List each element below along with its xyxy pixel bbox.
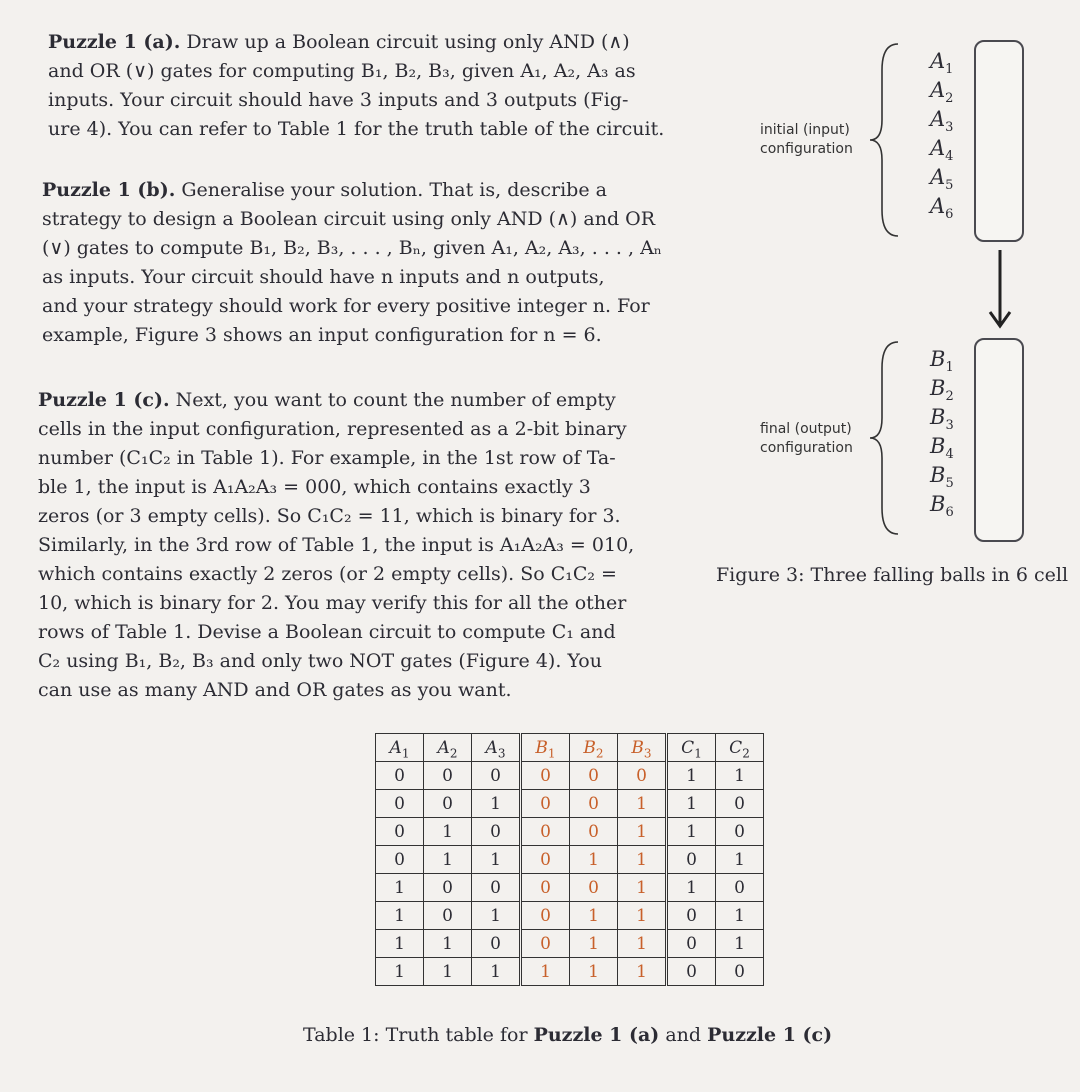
table-cell: 1 — [618, 902, 667, 930]
puzzle-b-line: as inputs. Your circuit should have n inputs and n outputs, — [42, 266, 605, 288]
puzzle-a-line: and OR (∨) gates for computing B₁, B₂, B₃, given A₁, A₂, A₃ as — [48, 60, 636, 82]
puzzle-c-line: Similarly, in the 3rd row of Table 1, the input is A₁A₂A₃ = 010, — [38, 534, 635, 556]
table-header-cell: $A_3$ — [472, 734, 521, 762]
output-var: $B_1$ — [930, 347, 954, 376]
table-cell: 1 — [424, 818, 472, 846]
table-cell: 0 — [618, 762, 667, 790]
puzzle-a-paragraph — [48, 28, 680, 144]
table-header-cell: $A_2$ — [424, 734, 472, 762]
table-caption-ref-a: Puzzle 1 (a) — [533, 1024, 660, 1046]
table-cell: 0 — [667, 902, 716, 930]
table-cell: 1 — [618, 846, 667, 874]
table-cell: 0 — [376, 790, 424, 818]
table-cell: 1 — [521, 958, 570, 986]
table-cell: 0 — [570, 818, 618, 846]
table-cell: 0 — [716, 958, 764, 986]
puzzle-b-line: Generalise your solution. That is, describe a — [181, 179, 607, 201]
table-cell: 1 — [570, 958, 618, 986]
table-cell: 0 — [521, 874, 570, 902]
puzzle-b-line: strategy to design a Boolean circuit using only AND (∧) and OR — [42, 208, 656, 230]
input-var: $A_3$ — [930, 107, 954, 136]
table-cell: 1 — [472, 790, 521, 818]
initial-label-line: configuration — [760, 141, 853, 157]
table-cell: 1 — [618, 958, 667, 986]
puzzle-b-line: example, Figure 3 shows an input configuration for n = 6. — [42, 324, 602, 346]
table-cell: 1 — [424, 930, 472, 958]
puzzle-c-line: Next, you want to count the number of empty — [175, 389, 616, 411]
down-arrow — [988, 250, 1012, 330]
table-cell: 0 — [570, 790, 618, 818]
table-cell: 1 — [618, 930, 667, 958]
input-var: $A_1$ — [930, 49, 954, 78]
table-row — [376, 790, 764, 818]
puzzle-c-line: ble 1, the input is A₁A₂A₃ = 000, which contains exactly 3 — [38, 476, 591, 498]
table-cell: 0 — [472, 818, 521, 846]
table-cell: 1 — [716, 762, 764, 790]
table-cell: 0 — [472, 930, 521, 958]
table-cell: 0 — [521, 846, 570, 874]
final-config-label — [760, 420, 853, 458]
table-cell: 0 — [472, 762, 521, 790]
initial-label-line: initial (input) — [760, 122, 850, 138]
input-var: $A_5$ — [930, 165, 954, 194]
output-tube — [974, 338, 1024, 542]
puzzle-b-heading: Puzzle 1 (b). — [42, 179, 176, 201]
table-row — [376, 762, 764, 790]
table-cell: 0 — [521, 818, 570, 846]
table-row — [376, 846, 764, 874]
table-caption-ref-c: Puzzle 1 (c) — [707, 1024, 833, 1046]
table-cell: 1 — [472, 846, 521, 874]
table-cell: 0 — [424, 874, 472, 902]
puzzle-b-paragraph — [42, 176, 674, 350]
initial-brace — [868, 40, 908, 240]
puzzle-a-line: ure 4). You can refer to Table 1 for the truth table of the circuit. — [48, 118, 665, 140]
table-cell: 0 — [716, 874, 764, 902]
output-var: $B_4$ — [930, 434, 954, 463]
table-row — [376, 930, 764, 958]
final-label-line: final (output) — [760, 421, 852, 437]
table-cell: 0 — [716, 818, 764, 846]
input-var: $A_4$ — [930, 136, 954, 165]
puzzle-b-line: (∨) gates to compute B₁, B₂, B₃, . . . , Bₙ, given A₁, A₂, A₃, . . . , Aₙ — [42, 237, 663, 259]
table-cell: 0 — [376, 762, 424, 790]
final-brace — [868, 338, 908, 538]
final-label-line: configuration — [760, 440, 853, 456]
table-row — [376, 874, 764, 902]
table-cell: 1 — [424, 958, 472, 986]
input-var: $A_2$ — [930, 78, 954, 107]
table-cell: 1 — [376, 874, 424, 902]
figure-caption: Figure 3: Three falling balls in 6 cell — [716, 564, 1069, 586]
table-cell: 1 — [472, 902, 521, 930]
puzzle-c-line: rows of Table 1. Devise a Boolean circuit to compute C₁ and — [38, 621, 616, 643]
table-cell: 0 — [570, 762, 618, 790]
table-cell: 1 — [570, 902, 618, 930]
table-cell: 1 — [618, 818, 667, 846]
table-cell: 1 — [376, 930, 424, 958]
table-cell: 0 — [521, 762, 570, 790]
table-row — [376, 958, 764, 986]
puzzle-a-heading: Puzzle 1 (a). — [48, 31, 181, 53]
table-cell: 1 — [716, 902, 764, 930]
table-caption-prefix: Table 1: Truth table for — [303, 1024, 534, 1046]
table-header-cell: $B_2$ — [570, 734, 618, 762]
table-header-cell: $C_2$ — [716, 734, 764, 762]
table-cell: 1 — [376, 958, 424, 986]
table-cell: 1 — [570, 846, 618, 874]
table-cell: 0 — [424, 790, 472, 818]
puzzle-c-line: cells in the input configuration, represented as a 2-bit binary — [38, 418, 627, 440]
initial-config-label — [760, 121, 853, 159]
table-cell: 1 — [570, 930, 618, 958]
puzzle-a-line: Draw up a Boolean circuit using only AND (∧) — [186, 31, 630, 53]
puzzle-c-heading: Puzzle 1 (c). — [38, 389, 170, 411]
output-var: $B_5$ — [930, 463, 954, 492]
table-header-cell: $B_1$ — [521, 734, 570, 762]
table-cell: 0 — [521, 930, 570, 958]
puzzle-c-paragraph — [38, 386, 678, 705]
table-cell: 1 — [618, 874, 667, 902]
table-cell: 0 — [424, 902, 472, 930]
table-cell: 0 — [667, 930, 716, 958]
table-cell: 0 — [521, 790, 570, 818]
output-var: $B_3$ — [930, 405, 954, 434]
puzzle-c-line: zeros (or 3 empty cells). So C₁C₂ = 11, which is binary for 3. — [38, 505, 621, 527]
table-header-cell: $B_3$ — [618, 734, 667, 762]
table-cell: 0 — [472, 874, 521, 902]
table-cell: 0 — [667, 846, 716, 874]
table-cell: 0 — [521, 902, 570, 930]
table-cell: 1 — [424, 846, 472, 874]
table-caption — [303, 1022, 832, 1048]
table-cell: 1 — [376, 902, 424, 930]
puzzle-b-line: and your strategy should work for every positive integer n. For — [42, 295, 650, 317]
table-row — [376, 902, 764, 930]
table-cell: 1 — [618, 790, 667, 818]
table-caption-mid: and — [659, 1024, 708, 1046]
output-var: $B_6$ — [930, 492, 954, 521]
table-cell: 0 — [376, 846, 424, 874]
table-cell: 0 — [376, 818, 424, 846]
table-cell: 0 — [570, 874, 618, 902]
table-cell: 1 — [667, 790, 716, 818]
table-cell: 0 — [716, 790, 764, 818]
puzzle-c-line: which contains exactly 2 zeros (or 2 empty cells). So C₁C₂ = — [38, 563, 617, 585]
table-cell: 1 — [667, 874, 716, 902]
table-cell: 0 — [667, 958, 716, 986]
table-row — [376, 818, 764, 846]
table-cell: 1 — [472, 958, 521, 986]
table-header-row — [376, 734, 764, 762]
puzzle-c-line: 10, which is binary for 2. You may verify this for all the other — [38, 592, 627, 614]
table-cell: 1 — [716, 846, 764, 874]
table-header-cell: $C_1$ — [667, 734, 716, 762]
input-tube — [974, 40, 1024, 242]
puzzle-a-line: inputs. Your circuit should have 3 inputs and 3 outputs (Fig- — [48, 89, 629, 111]
table-cell: 1 — [667, 818, 716, 846]
table-body — [376, 762, 764, 986]
puzzle-c-line: can use as many AND and OR gates as you want. — [38, 679, 512, 701]
truth-table — [375, 733, 764, 986]
output-var: $B_2$ — [930, 376, 954, 405]
table-cell: 0 — [424, 762, 472, 790]
table-cell: 1 — [667, 762, 716, 790]
puzzle-c-line: C₂ using B₁, B₂, B₃ and only two NOT gates (Figure 4). You — [38, 650, 602, 672]
input-var: $A_6$ — [930, 194, 954, 223]
puzzle-c-line: number (C₁C₂ in Table 1). For example, in the 1st row of Ta- — [38, 447, 616, 469]
table-header-cell: $A_1$ — [376, 734, 424, 762]
table-cell: 1 — [716, 930, 764, 958]
